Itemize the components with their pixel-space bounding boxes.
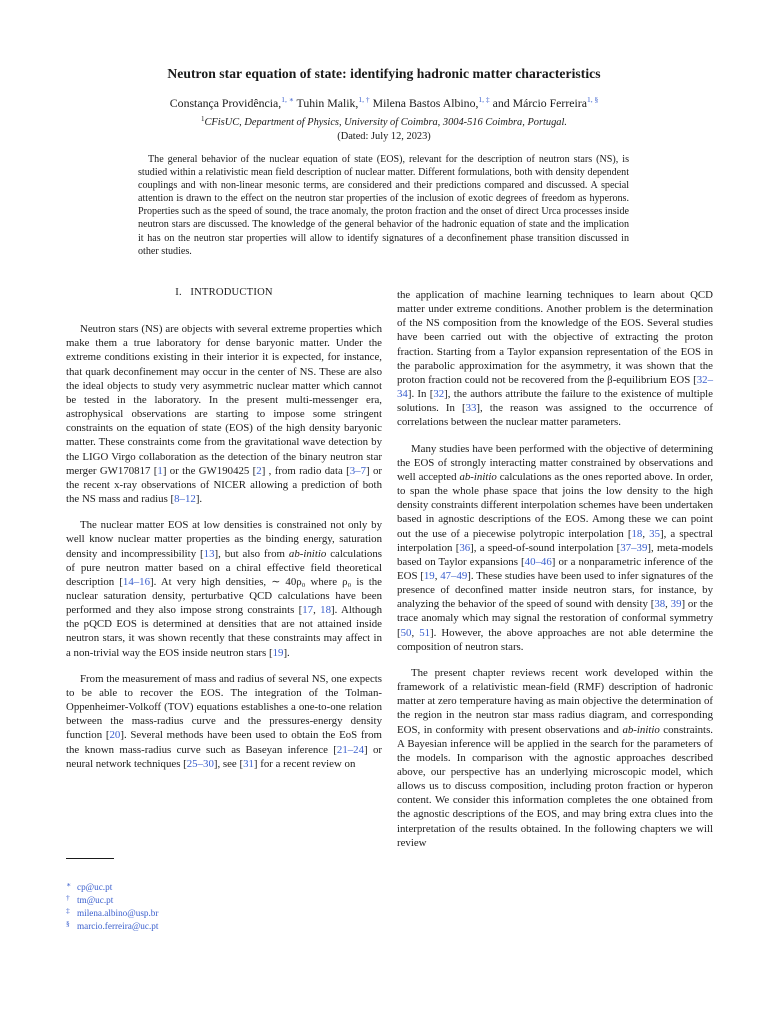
left-column [66, 286, 382, 771]
citation-link[interactable]: 20 [109, 729, 121, 742]
paragraph-text: ] or the recent x-ray observations of NICER allowing a prediction of both the NS mass and radius [ [66, 464, 382, 506]
paragraph-text: the application of machine learning techniques to learn about QCD matter under extreme conditions. Another problem is the determination of the NS composition from the knowledge of the EOS. Several studies have been carried out with the objective of extracting the proton fraction. Starting from a Taylor expansion representation of the EOS in the parabolic approximation for the asymmetry, it was shown that the proton fraction could not be recovered from the β-equilibrium EOS [ [397, 289, 713, 386]
citation-link[interactable]: 19 [423, 569, 435, 582]
citation-link[interactable]: 21–24 [336, 743, 365, 756]
body-paragraph [66, 322, 382, 506]
italic-term: ab-initio [459, 470, 497, 483]
paragraph-text: ] or neural network techniques [ [66, 743, 382, 770]
citation-link[interactable]: 8–12 [174, 493, 196, 506]
paragraph-text: calculations of pure neutron matter based on a chiral effective field theoretical description [ [66, 547, 382, 588]
paragraph-text: ] or a nonparametric inference of the EOS [ [397, 555, 713, 582]
email-link[interactable]: tm@uc.pt [77, 895, 114, 906]
author-list [0, 96, 768, 111]
citation-link[interactable]: 33 [465, 402, 477, 415]
paragraph-text: The nuclear matter EOS at low densities is constrained not only by well know nuclear matter properties as the binding energy, saturation density and incompressibility [ [66, 519, 382, 560]
footnote: † tm@uc.pt [66, 893, 114, 906]
citation-link[interactable]: 18 [631, 527, 643, 540]
footnote: ‡ milena.albino@usp.br [66, 906, 159, 919]
citation-link[interactable]: 37–39 [620, 541, 648, 554]
author-marks: 1, ‡ [478, 95, 490, 104]
email-link[interactable]: marcio.ferreira@uc.pt [77, 921, 159, 932]
right-column-body [397, 288, 713, 850]
section-heading [66, 286, 382, 300]
citation-link[interactable]: 35 [649, 527, 660, 540]
paragraph-text: Many studies have been performed with the objective of determining the EOS of strongly interacting matter constrained by observations and well accepted [397, 442, 713, 483]
italic-term: ab-initio [622, 723, 660, 736]
citation-link[interactable]: 1 [157, 464, 163, 477]
citation-link[interactable]: 51 [419, 626, 431, 639]
paragraph-text: , [313, 604, 321, 617]
paragraph-text: ], a spectral interpolation [ [397, 527, 714, 554]
footnotes [66, 881, 158, 933]
paragraph-text: , [411, 626, 420, 639]
author-marks: 1, ∗ [281, 95, 294, 104]
paragraph-text: , [642, 527, 650, 540]
body-paragraph [397, 442, 713, 654]
paragraph-text: ], meta-models based on Taylor expansions [ [397, 541, 713, 568]
paragraph-text: Neutron stars (NS) are objects with several extreme properties which make them a true laboratory for dense baryonic matter. Under the extreme conditions existing in their interior it is expected, for instance, that quark deconfinement may occur in the center of NS. These are also the ideal objects to study very asymmetric nuclear matter which cannot be tested in the laboratory. In the present multi-messenger era, astrophysical observations are starting to impose some stringent constraints on the equation of state (EOS) of the high density baryonic matter. These constraints come from the gravitational wave detection by the LIGO Virgo collaboration as the detection of the binary neutron star merger GW170817 [ [66, 323, 382, 477]
body-paragraph [397, 288, 713, 430]
citation-link[interactable]: 47–49 [440, 569, 468, 582]
citation-link[interactable]: 40–46 [524, 555, 552, 568]
left-column-body [66, 322, 382, 771]
abstract: The general behavior of the nuclear equation of state (EOS), relevant for the description of neutron stars (NS), is studied within a relativistic mean field description of nuclear matter. Different formulations, both with density dependent couplings and with non-linear mesonic terms, are considered and their predictions compared and discussed. A special attention is drawn to the effect on the neutron star properties of the inclusion of exotic degrees of freedom as hyperons. Properties such as the speed of sound, the trace anomaly, the proton fraction and the onset of direct Urca processes inside neutron stars are discussed. The knowledge of the general behavior of the hadronic equation of state and the implication it has on the neutron star properties will allow to identify signatures of a deconfinement phase transition discussed in other studies. [138, 154, 629, 257]
paragraph-text: ]. In [ [407, 388, 434, 401]
citation-link[interactable]: 17 [302, 604, 314, 617]
citation-link[interactable]: 18 [320, 604, 331, 617]
paragraph-text: ]. Several methods have been used to obtain the EoS from the known mass-radius curve such as Baseyan inference [ [66, 729, 382, 756]
body-paragraph [66, 518, 382, 660]
affiliation [0, 117, 768, 128]
email-link[interactable]: milena.albino@usp.br [77, 908, 159, 919]
citation-link[interactable]: 3–7 [349, 464, 367, 477]
body-paragraph [397, 666, 713, 850]
citation-link[interactable]: 32–34 [397, 373, 713, 401]
citation-link[interactable]: 36 [459, 541, 471, 554]
right-column [397, 288, 713, 850]
paragraph-text: ], the authors attribute the failure to the existence of multiple solutions. In [ [397, 388, 713, 415]
paragraph-text: ]. [283, 646, 290, 659]
paragraph-text: ]. These studies have been used to infer signatures of the presence of deconfined matter inside neutron stars, for instance, by analyzing the behavior of the speed of sound with density [ [397, 569, 714, 611]
paragraph-text: ], a speed-of-sound interpolation [ [470, 541, 621, 554]
date-line: (Dated: July 12, 2023) [337, 131, 431, 142]
footnote-rule [66, 858, 114, 859]
author-name: Tuhin Malik, [293, 96, 359, 110]
author-name: Constança Providência, [169, 96, 282, 110]
paragraph-text: ], see [ [213, 757, 244, 770]
footnote: ∗ cp@uc.pt [66, 880, 113, 892]
paragraph-text: , [434, 569, 441, 582]
italic-term: ab-initio [288, 547, 327, 560]
body-paragraph [66, 672, 382, 771]
citation-link[interactable]: 39 [670, 598, 682, 611]
email-link[interactable]: cp@uc.pt [77, 882, 113, 892]
section-number: I. [175, 287, 182, 298]
author-name: Milena Bastos Albino, [369, 96, 479, 110]
citation-link[interactable]: 2 [256, 464, 262, 477]
citation-link[interactable]: 25–30 [186, 757, 214, 770]
citation-link[interactable]: 19 [272, 646, 284, 659]
author-marks: 1, † [358, 95, 370, 104]
paragraph-text: constraints. A Bayesian inference will be applied in the search for the parameters of the models. In comparison with the agnostic approaches described above, our perspective has an underlying microscopic model, which allows us to discuss composition, including proton fraction or hyperon content. We consider this information completes the one obtained from the agnostic descriptions of the EOS, and may bring extra clues into the interpretation of the results obtained. In the following chapters we will review [397, 723, 713, 849]
paragraph-text: ], but also from [214, 547, 289, 560]
affiliation-mark: 1 [200, 115, 205, 123]
paragraph-text: ]. However, the above approaches are not able determine the composition of neutron stars. [397, 626, 714, 653]
paragraph-text: ] for a recent review on [253, 757, 356, 770]
paragraph-text: calculations as the ones reported above. In order, to span the whole phase space that joins the low density to the high density constraints different interpolation schemes have been undertaken based in agnostic descriptions of the EOS. Among these we can point out the use of a piecewise polytropic interpolation [ [397, 470, 713, 540]
paragraph-text: The present chapter reviews recent work developed within the framework of a relativistic mean-field (RMF) description of hadronic matter at zero temperature having as main objective the determination of the region in the neutron star mass radius diagram, and corresponding EOS, in conformity with present observations and [397, 666, 713, 736]
author-marks: 1, § [586, 95, 599, 104]
paper-title: Neutron star equation of state: identifying hadronic matter characteristics [167, 66, 601, 81]
citation-link[interactable]: 32 [433, 388, 445, 401]
citation-link[interactable]: 38 [654, 598, 666, 611]
citation-link[interactable]: 14–16 [122, 575, 150, 588]
paragraph-text: ]. [195, 493, 203, 506]
affiliation-text: CFisUC, Department of Physics, University of Coimbra, 3004-516 Coimbra, Portugal. [204, 117, 567, 128]
paragraph-text: ] or the trace anomaly which may signal the restoration of conformal symmetry [ [397, 598, 713, 639]
citation-link[interactable]: 13 [203, 547, 215, 560]
citation-link[interactable]: 31 [243, 757, 254, 770]
paragraph-text: , [665, 598, 671, 611]
citation-link[interactable]: 50 [400, 626, 412, 639]
paragraph-text: ]. Although the pQCD EOS is determined at densities that are not attained inside neutron stars, it was shown recently that these constraints may affect in a non-trivial way the EOS inside neutron stars [ [66, 604, 382, 659]
paragraph-text: ] , from radio data [ [261, 464, 350, 477]
paragraph-text: From the measurement of mass and radius of several NS, one expects to be able to recover the EOS. The integration of the Tolman-Oppenheimer-Volkoff (TOV) equations establishes a one-to-one relation between the mass-radius curve and the pressures-energy density function [ [66, 672, 382, 742]
paragraph-text: ]. At very high densities, ∼ 40ρ₀ where ρ₀ is the nuclear saturation density, perturbative QCD calculations have been performed and they also impose strong constraints [ [66, 575, 382, 617]
footnote: § marcio.ferreira@uc.pt [66, 919, 159, 932]
paragraph-text: ], the reason was assigned to the occurrence of correlations between the nuclear matter parameters. [397, 402, 713, 429]
paragraph-text: ] or the GW190425 [ [162, 464, 257, 477]
section-title: INTRODUCTION [190, 287, 273, 298]
author-name: and Márcio Ferreira [489, 96, 587, 110]
